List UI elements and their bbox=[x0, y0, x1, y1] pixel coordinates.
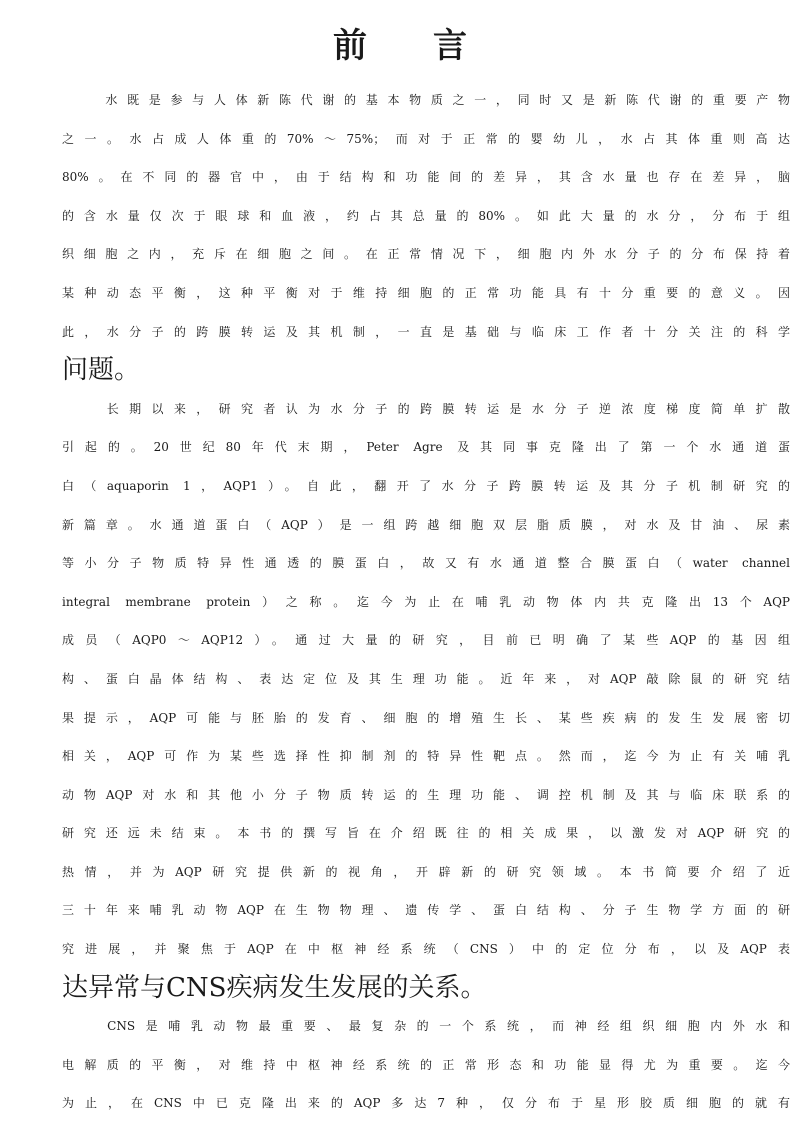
text-line: 成员（AQP0～AQP12）。通过大量的研究，目前已明确了某些AQP的基因组 bbox=[62, 633, 790, 648]
text-line: 之一。水占成人体重的70%～75%；而对于正常的婴幼儿，水占其体重则高达 bbox=[62, 131, 790, 146]
text-line: 为止，在CNS中已克隆出来的AQP多达7种，仅分布于星形胶质细胞的就有 bbox=[62, 1096, 790, 1111]
text-line: 某种动态平衡，这种平衡对于维持细胞的正常功能具有十分重要的意义。因 bbox=[62, 285, 790, 300]
text-line: 果提示，AQP可能与胚胎的发育、细胞的增殖生长、某些疾病的发生发展密切 bbox=[62, 710, 790, 725]
text-line: 白（aquaporin 1，AQP1）。自此，翻开了水分子跨膜转运及其分子机制研究的 bbox=[62, 478, 790, 493]
text-line: 热情，并为AQP研究提供新的视角，开辟新的研究领域。本书简要介绍了近 bbox=[62, 864, 790, 879]
text-line: 究进展，并聚焦于AQP在中枢神经系统（CNS）中的定位分布，以及AQP表 bbox=[62, 942, 790, 957]
text-line: 引起的。20世纪80年代末期，Peter Agre 及其同事克隆出了第一个水通道蛋 bbox=[62, 440, 790, 455]
paragraph bbox=[62, 390, 790, 1008]
text-line: 的含水量仅次于眼球和血液，约占其总量的80%。如此大量的水分，分布于组 bbox=[62, 208, 790, 223]
paragraph bbox=[62, 1007, 790, 1123]
text-line: 80%。在不同的器官中，由于结构和功能间的差异，其含水量也存在差异，脑 bbox=[62, 170, 790, 185]
text-line: 问题。 bbox=[62, 355, 141, 386]
text-line: 构、蛋白晶体结构、表达定位及其生理功能。近年来，对AQP敲除鼠的研究结 bbox=[62, 671, 790, 686]
text-line: 水既是参与人体新陈代谢的基本物质之一，同时又是新陈代谢的重要产物 bbox=[62, 93, 790, 107]
text-line: 新篇章。水通道蛋白（AQP）是一组跨越细胞双层脂质膜，对水及甘油、尿素 bbox=[62, 517, 790, 532]
text-line: CNS是哺乳动物最重要、最复杂的一个系统，而神经组织细胞内外水和 bbox=[62, 1019, 790, 1034]
text-line: integral membrane protein）之称。迄今为止在哺乳动物体内共克隆出13个AQP bbox=[62, 594, 790, 609]
text-line: 相关，AQP可作为某些选择性抑制剂的特异性靶点。然而，迄今为止有关哺乳 bbox=[62, 749, 790, 764]
paragraph bbox=[62, 81, 790, 390]
preface-body bbox=[62, 81, 790, 1123]
text-line: 达异常与CNS疾病发生发展的关系。 bbox=[62, 972, 487, 1003]
text-line: 三十年来哺乳动物AQP在生物物理、遗传学、蛋白结构、分子生物学方面的研 bbox=[62, 903, 790, 918]
text-line: 织细胞之内，充斥在细胞之间。在正常情况下，细胞内外水分子的分布保持着 bbox=[62, 247, 790, 262]
page-title: 前言 bbox=[333, 26, 533, 66]
text-line: 动物AQP对水和其他小分子物质转运的生理功能、调控机制及其与临床联系的 bbox=[62, 787, 790, 802]
text-line: 此，水分子的跨膜转运及其机制，一直是基础与临床工作者十分关注的科学 bbox=[62, 324, 790, 339]
text-line: 电解质的平衡，对维持中枢神经系统的正常形态和功能显得尤为重要。迄今 bbox=[62, 1057, 790, 1072]
text-line: 等小分子物质特异性通透的膜蛋白，故又有水通道整合膜蛋白（water channel bbox=[62, 556, 790, 571]
text-line: 研究还远未结束。本书的撰写旨在介绍既往的相关成果，以激发对AQP研究的 bbox=[62, 826, 790, 841]
text-line: 长期以来，研究者认为水分子的跨膜转运是水分子逆浓度梯度简单扩散 bbox=[62, 401, 790, 416]
